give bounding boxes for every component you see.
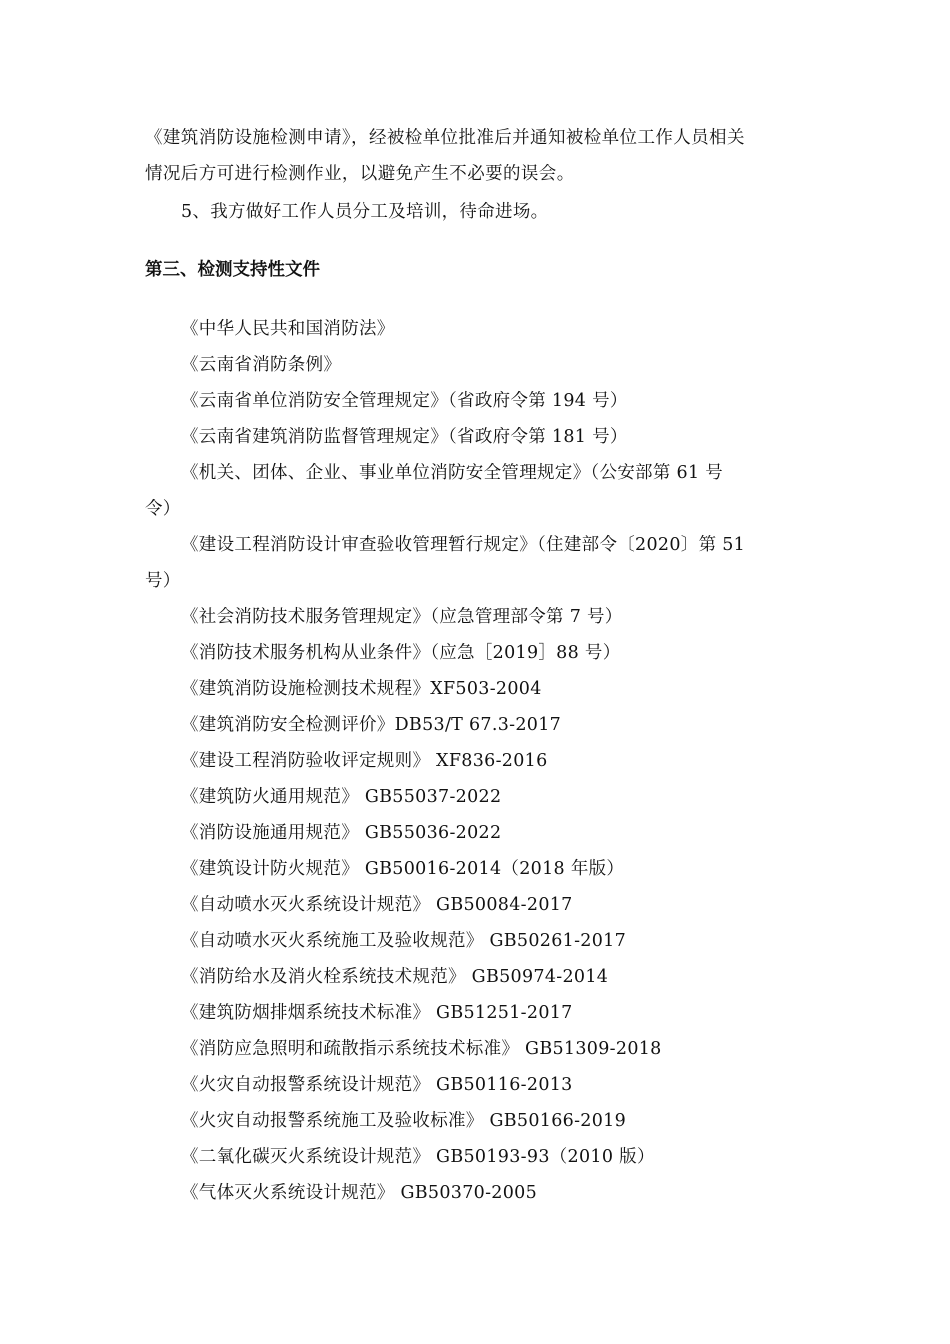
reference-text: 《建筑防烟排烟系统技术标准》 GB51251-2017: [181, 1003, 573, 1023]
reference-text: 《建筑防火通用规范》 GB55037-2022: [181, 787, 502, 807]
reference-item: [145, 1139, 810, 1175]
reference-item: [145, 1175, 810, 1211]
reference-item: [145, 707, 810, 743]
reference-text: 《消防技术服务机构从业条件》（应急［2019］88 号）: [181, 643, 621, 663]
reference-text: 《自动喷水灭火系统施工及验收规范》 GB50261-2017: [181, 931, 627, 951]
reference-text-continuation: 令）: [145, 499, 181, 519]
intro-paragraph: [145, 120, 810, 192]
reference-text: 《消防设施通用规范》 GB55036-2022: [181, 823, 502, 843]
reference-text: 《火灾自动报警系统设计规范》 GB50116-2013: [181, 1075, 573, 1095]
reference-item: [145, 635, 810, 671]
reference-text: 《自动喷水灭火系统设计规范》 GB50084-2017: [181, 895, 573, 915]
reference-text: 《消防应急照明和疏散指示系统技术标准》 GB51309-2018: [181, 1039, 662, 1059]
reference-text: 《云南省单位消防安全管理规定》（省政府令第 194 号）: [181, 391, 628, 411]
reference-item: [145, 1031, 810, 1067]
reference-item: [145, 383, 810, 419]
reference-text: 《云南省消防条例》: [181, 355, 342, 375]
intro-line-2: 情况后方可进行检测作业，以避免产生不必要的误会。: [145, 164, 575, 184]
reference-item: [145, 995, 810, 1031]
reference-text: 《建筑消防设施检测技术规程》XF503-2004: [181, 679, 542, 699]
reference-item: [145, 887, 810, 923]
section-heading: 第三、检测支持性文件: [145, 260, 320, 280]
reference-text: 《气体灭火系统设计规范》 GB50370-2005: [181, 1183, 538, 1203]
reference-item: [145, 779, 810, 815]
reference-item: [145, 1067, 810, 1103]
reference-text: 《火灾自动报警系统施工及验收标准》 GB50166-2019: [181, 1111, 627, 1131]
reference-text: 《建筑消防安全检测评价》DB53/T 67.3-2017: [181, 715, 562, 735]
reference-text: 《建设工程消防验收评定规则》 XF836-2016: [181, 751, 548, 771]
reference-text: 《消防给水及消火栓系统技术规范》 GB50974-2014: [181, 967, 609, 987]
intro-line-1: 《建筑消防设施检测申请》，经被检单位批准后并通知被检单位工作人员相关: [145, 128, 745, 148]
reference-item: [145, 419, 810, 455]
reference-item: [145, 1103, 810, 1139]
reference-item: [145, 851, 810, 887]
reference-text: 《建设工程消防设计审查验收管理暂行规定》（住建部令〔2020〕第 51: [181, 535, 746, 555]
reference-text: 《机关、团体、企业、事业单位消防安全管理规定》（公安部第 61 号: [181, 463, 724, 483]
reference-text: 《二氧化碳灭火系统设计规范》 GB50193-93（2010 版）: [181, 1147, 655, 1167]
reference-item: [145, 311, 810, 347]
item-5-paragraph: 5、我方做好工作人员分工及培训，待命进场。: [181, 202, 549, 222]
reference-item: [145, 347, 810, 383]
reference-item: [145, 455, 810, 527]
reference-list: [145, 311, 810, 1211]
reference-item: [145, 815, 810, 851]
reference-text: 《中华人民共和国消防法》: [181, 319, 395, 339]
reference-item: [145, 671, 810, 707]
reference-item: [145, 959, 810, 995]
reference-item: [145, 599, 810, 635]
reference-item: [145, 743, 810, 779]
reference-text: 《社会消防技术服务管理规定》（应急管理部令第 7 号）: [181, 607, 623, 627]
reference-item: [145, 527, 810, 599]
reference-text: 《建筑设计防火规范》 GB50016-2014（2018 年版）: [181, 859, 625, 879]
reference-item: [145, 923, 810, 959]
reference-text-continuation: 号）: [145, 571, 181, 591]
reference-text: 《云南省建筑消防监督管理规定》（省政府令第 181 号）: [181, 427, 628, 447]
